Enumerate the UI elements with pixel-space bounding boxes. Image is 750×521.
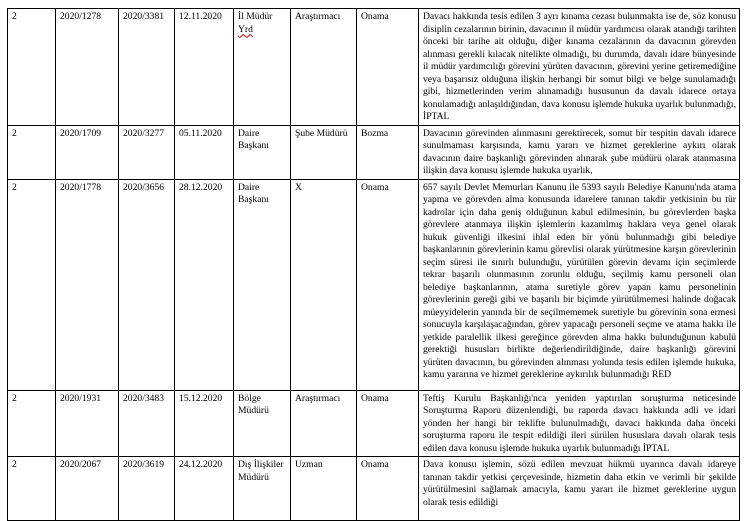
- former-position-cell: Daire Başkanı: [234, 125, 291, 179]
- daire-number-cell: 2: [8, 125, 56, 179]
- outcome-cell: Bozma: [357, 125, 419, 179]
- new-position-cell: Araştırmacı: [291, 390, 357, 457]
- decision-summary-cell: Teftiş Kurulu Başkanlığı'nca yeniden yaptırılan soruşturma neticesinde Soruşturma Raporu düzenlendiği, bu raporda davacı hakkında adli ve idari yönden her hangi bir teklifte bulunulmadığı, davacı hakkında daha önceki soruşturma raporu ile tespit edildiği ileri sürülen hususlara davalı olarak tesis edilen dava konusu işlemde hukuka uyarlık bulunmadığı İPTAL: [419, 390, 740, 457]
- esas-number-cell: 2020/2067: [56, 457, 119, 521]
- table-row: [8, 457, 740, 521]
- new-position-cell: X: [291, 179, 357, 390]
- outcome-cell: Onama: [357, 179, 419, 390]
- decision-date-cell: 28.12.2020: [175, 179, 234, 390]
- outcome-cell: Onama: [357, 390, 419, 457]
- decision-date-cell: 12.11.2020: [175, 9, 234, 126]
- esas-number-cell: 2020/1278: [56, 9, 119, 126]
- former-position-text: İl Müdür: [238, 11, 273, 22]
- new-position-cell: Araştırmacı: [291, 9, 357, 126]
- daire-number-cell: 2: [8, 457, 56, 521]
- new-position-cell: Uzman: [291, 457, 357, 521]
- decision-date-cell: 05.11.2020: [175, 125, 234, 179]
- decision-summary-cell: Davacı hakkında tesis edilen 3 ayrı kınama cezası bulunmakta ise de, söz konusu disiplin cezalarının birinin, davacının il müdür yardımcısı olarak atandığı tarihten önceki bir tarihe ait olduğu, diğer kınama cezalarının da davacının görevden alınması gerekli kılacak nitelikte olmadığı, bu durumda, davalı idare bünyesinde il müdür yardımcılığı görevini yürüten davacının, görevini yerine getiremediğine veya başarısız olduğuna ilişkin herhangi bir somut bilgi ve belge sunulamadığı gibi, hizmetlerinden verim alınamadığı hususunun da davalı idarece ortaya konulamadığı anlaşıldığından, dava konusu işlemde hukuka uyarlık bulunmadığı, İPTAL: [419, 9, 740, 126]
- new-position-cell: Şube Müdürü: [291, 125, 357, 179]
- decision-date-cell: 24.12.2020: [175, 457, 234, 521]
- former-position-cell: Dış İlişkiler Müdürü: [234, 457, 291, 521]
- court-decisions-table: [7, 8, 740, 521]
- esas-number-cell: 2020/1709: [56, 125, 119, 179]
- karar-number-cell: 2020/3619: [119, 457, 175, 521]
- esas-number-cell: 2020/1778: [56, 179, 119, 390]
- decision-summary-cell: Dava konusu işlemin, sözü edilen mevzuat hükmü uyarınca davalı idareye tanınan takdir yetkisi çerçevesinde, hizmetin daha etkin ve verimli bir şekilde yürütülmesini sağlamak amacıyla, kamu yararı ile hizmet gereklerine uygun olarak tesis edildiği: [419, 457, 740, 521]
- karar-number-cell: 2020/3381: [119, 9, 175, 126]
- former-position-cell: Daire Başkanı: [234, 179, 291, 390]
- former-position-cell: [234, 9, 291, 126]
- table-row: [8, 390, 740, 457]
- outcome-cell: Onama: [357, 457, 419, 521]
- daire-number-cell: 2: [8, 9, 56, 126]
- former-position-cell: Bölge Müdürü: [234, 390, 291, 457]
- esas-number-cell: 2020/1931: [56, 390, 119, 457]
- table-row: [8, 125, 740, 179]
- karar-number-cell: 2020/3483: [119, 390, 175, 457]
- karar-number-cell: 2020/3656: [119, 179, 175, 390]
- table-row: [8, 9, 740, 126]
- former-position-abbrev: Yrd: [238, 23, 253, 35]
- table-row: [8, 179, 740, 390]
- decision-summary-cell: 657 sayılı Devlet Memurları Kanunu ile 5393 sayılı Belediye Kanunu'nda atama yapma ve görevden alma konusunda idarelere tanınan takdir yetkisinin bu tür kadrolar için daha geniş olduğunun kabul edilmesinin, bu görevlerden başka görevlere atanmaya ilişkin işlemlerin kazanılmış haklara veya genel olarak hukuk güvenliği ilkesini ihlal eden bir yönü bulunmadığı gibi belediye başkanlarının görevlerinin kamu görevlisi olarak yürütmesine karşın görevlerinin seçim süresi ile sınırlı bulunduğu, yürütülen görevin devamı için seçimlerde tekrar başarılı olunmasının zorunlu olduğu, seçilmiş kamu personeli olan belediye başkanlarının, atama suretiyle görev yapan kamu personelinin görevlerinin gereği gibi ve başarılı bir biçimde yürütülmemesi halinde doğacak müeyyidelerin yanında bir de seçilmememek suretiyle bu görevinin sona ermesi sonucuyla karşılaşacağından, görev yapacağı personeli seçme ve atama hakkı ile yetkide paralellik ilkesi gereğince görevden alma hakkı bulunduğunun kabulü gerektiği hususları birlikte değerlendirildiğinde, daire başkanlığı görevini yürüten davacının, bu görevinden alınması yolunda tesis edilen işlemde hukuka, kamu yararına ve hizmet gereklerine aykırılık bulunmadığı RED: [419, 179, 740, 390]
- daire-number-cell: 2: [8, 179, 56, 390]
- decision-date-cell: 15.12.2020: [175, 390, 234, 457]
- decision-summary-cell: Davacının görevinden alınmasını gerektirecek, somut bir tespitin davalı idarece sunulmaması karşısında, kamu yararı ve hizmet gereklerine aykırı olarak davacının daire başkanlığı görevinden alınarak şube müdürü olarak atanmasına ilişkin dava konusu işlemde hukuka uyarlık,: [419, 125, 740, 179]
- daire-number-cell: 2: [8, 390, 56, 457]
- karar-number-cell: 2020/3277: [119, 125, 175, 179]
- outcome-cell: Onama: [357, 9, 419, 126]
